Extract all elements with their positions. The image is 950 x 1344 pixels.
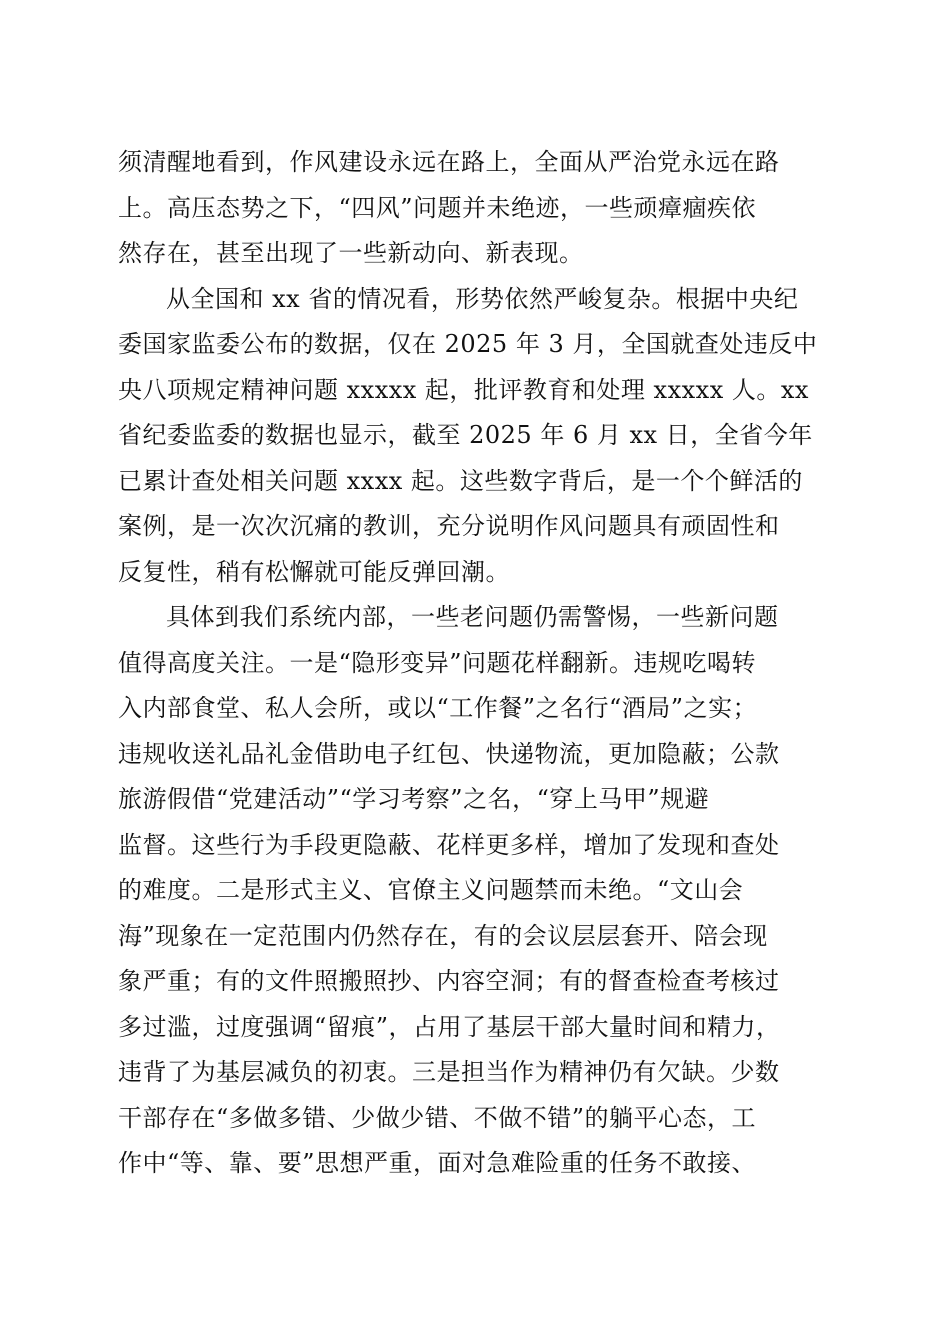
text-line: 反复性，稍有松懈就可能反弹回潮。 [118,557,510,586]
text-line: 的难度。二是形式主义、官僚主义问题禁而未绝。“文山会 [118,876,744,904]
text-line: 省纪委监委的数据也显示，截至 2025 年 6 月 xx 日，全省今年 [118,421,813,449]
text-line: 委国家监委公布的数据，仅在 2025 年 3 月，全国就查处违反中 [118,330,818,358]
text-line: 须清醒地看到，作风建设永远在路上，全面从严治党永远在路 [118,148,780,176]
text-line: 旅游假借“党建活动”“学习考察”之名，“穿上马甲”规避 [118,785,710,813]
text-line: 多过滥，过度强调“留痕”，占用了基层干部大量时间和精力， [118,1012,781,1041]
text-line: 案例，是一次次沉痛的教训，充分说明作风问题具有顽固性和 [118,512,780,540]
text-line: 入内部食堂、私人会所，或以“工作餐”之名行“酒局”之实； [118,694,758,722]
text-line: 已累计查处相关问题 xxxx 起。这些数字背后，是一个个鲜活的 [118,466,803,495]
paragraph-2 [118,277,830,596]
text-line: 象严重；有的文件照搬照抄、内容空洞；有的督查检查考核过 [118,967,780,995]
paragraph-3 [118,595,830,1187]
paragraph-1 [118,140,830,277]
text-line: 监督。这些行为手段更隐蔽、花样更多样，增加了发现和查处 [118,830,780,859]
text-line: 值得高度关注。一是“隐形变异”问题花样翻新。违规吃喝转 [118,648,757,677]
text-line: 违背了为基层减负的初衷。三是担当作为精神仍有欠缺。少数 [118,1058,780,1086]
text-line: 然存在，甚至出现了一些新动向、新表现。 [118,239,584,267]
text-line: 作中“等、靠、要”思想严重，面对急难险重的任务不敢接、 [118,1149,757,1177]
text-line: 从全国和 xx 省的情况看，形势依然严峻复杂。根据中央纪 [166,284,799,313]
document-body [118,140,830,1187]
text-line: 海”现象在一定范围内仍然存在，有的会议层层套开、陪会现 [118,921,768,950]
text-line: 具体到我们系统内部，一些老问题仍需警惕，一些新问题 [166,603,779,631]
text-line: 上。高压态势之下，“四风”问题并未绝迹，一些顽瘴痼疾依 [118,193,757,222]
text-line: 违规收送礼品礼金借助电子红包、快递物流，更加隐蔽；公款 [118,739,780,768]
text-line: 央八项规定精神问题 xxxxx 起，批评教育和处理 xxxxx 人。xx [118,375,809,404]
text-line: 干部存在“多做多错、少做少错、不做不错”的躺平心态，工 [118,1103,757,1132]
